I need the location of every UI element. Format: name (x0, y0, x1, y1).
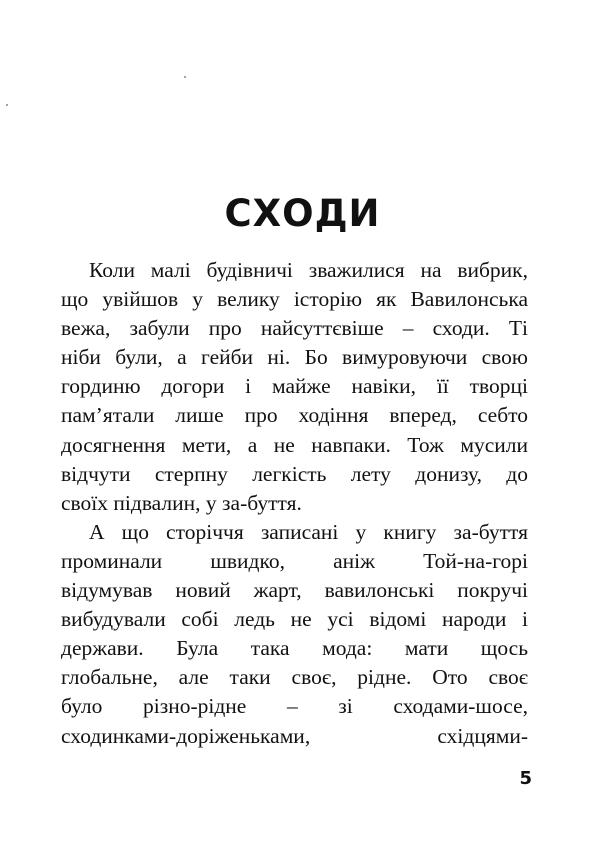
text-line: вежа, забули про найсуттєвіше – сходи. Ті (61, 316, 528, 341)
print-speck (6, 104, 8, 106)
text-line: відчути стерпну легкість лету донизу, до (61, 461, 528, 486)
text-line: держави. Була така мода: мати щось (61, 636, 528, 661)
text-line: досягнення мети, а не навпаки. Тож мусили (61, 432, 528, 457)
page-number: 5 (519, 768, 532, 789)
text-line: проминали швидко, аніж Той-на-горі (61, 548, 528, 573)
chapter-title: СХОДИ (224, 192, 381, 235)
print-speck (184, 76, 186, 78)
text-line: вибудували собі ледь не усі відомі народи і (61, 607, 528, 632)
text-line: Коли малі будівничі зважилися на вибрик, (89, 258, 528, 282)
text-line: було різно-рідне – зі сходами-шосе, (61, 694, 528, 719)
text-line: що увійшов у велику історію як Вавилонська (61, 287, 528, 312)
body-text (61, 256, 528, 751)
text-line: своїх підвалин, у за-буття. (61, 490, 302, 515)
text-line: ніби були, а гейби ні. Бо вимуровуючи свою (61, 345, 528, 370)
text-line: відумував новий жарт, вавилонські покручі (61, 578, 528, 603)
text-line: А що сторіччя записані у книгу за-буття (89, 519, 528, 544)
text-line: пам’ятали лише про ходіння вперед, себто (61, 403, 528, 428)
text-line: гординю догори і майже навіки, її творці (61, 374, 528, 399)
text-line: глобальне, але таки своє, рідне. Ото своє (61, 665, 528, 690)
text-line: сходинками-доріженьками, східцями- (61, 723, 528, 748)
